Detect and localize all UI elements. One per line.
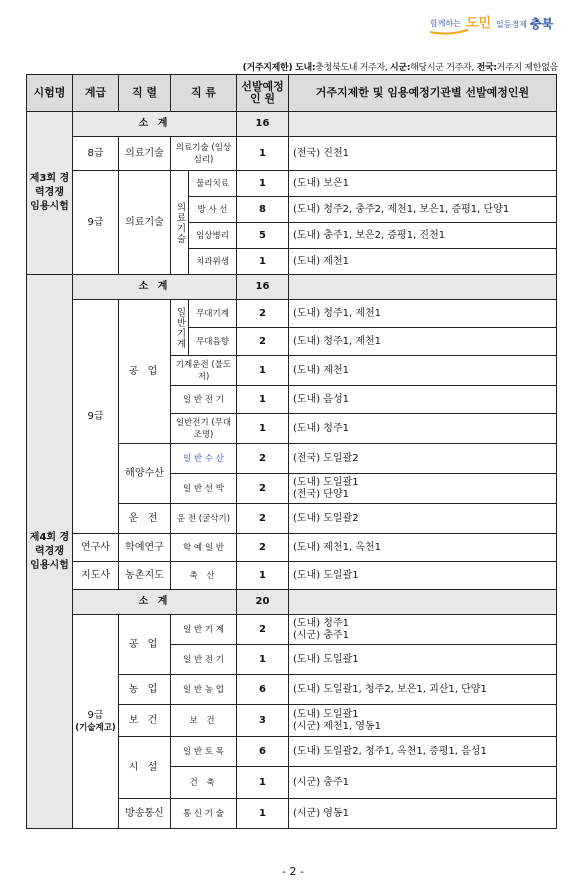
exam4-group-general-mech: 일반기계 <box>171 300 189 356</box>
exam4-detail-agri: (도내) 도일괄1, 청주2, 보은1, 괴산1, 단양1 <box>289 675 557 705</box>
exam3-r1-grade: 8급 <box>73 137 119 171</box>
exam3-kind-lab: 임상병리 <box>189 223 237 249</box>
exam4-kind-gen-elec: 일 반 전 기 <box>171 386 237 414</box>
recruitment-table <box>26 74 557 829</box>
exam4-kind-machine-op: 기계운전 (불도저) <box>171 356 237 386</box>
exam4-subtotal2: 20 <box>237 590 289 615</box>
exam3-r1-count: 1 <box>237 137 289 171</box>
exam3-count-rad: 8 <box>237 197 289 223</box>
exam4-count-stage-audio: 2 <box>237 328 289 356</box>
exam4-kind-ship: 일 반 선 박 <box>171 474 237 504</box>
exam4-count-stage-light: 1 <box>237 414 289 444</box>
exam4-series-guide: 농촌지도 <box>119 562 171 590</box>
exam4-count-ship: 2 <box>237 474 289 504</box>
exam3-detail-dental: (도내) 제천1 <box>289 249 557 275</box>
exam4-detail-arch: (시군) 충주1 <box>289 767 557 799</box>
exam4-subtotal1-label: 소 계 <box>73 275 237 300</box>
chungbuk-slogan-logo <box>428 8 556 38</box>
header-detail: 거주지제한 및 임용예정기관별 선발예정인원 <box>289 75 557 112</box>
exam3-count-dental: 1 <box>237 249 289 275</box>
exam4-count-gen-elec2: 1 <box>237 645 289 675</box>
exam3-r1-detail: (전국) 진천1 <box>289 137 557 171</box>
exam4-series-research: 학예연구 <box>119 534 171 562</box>
exam4-name: 제4회 경력경쟁 임용시험 <box>27 275 73 829</box>
exam4-series-industry: 공 업 <box>119 300 171 444</box>
exam4-kind-drive: 운 전 (굴삭기) <box>171 504 237 534</box>
exam4-grade9-tech: 9급 (기술계고) <box>73 615 119 829</box>
exam3-detail-rad: (도내) 청주2, 충주2, 제천1, 보은1, 증평1, 단양1 <box>289 197 557 223</box>
exam4-count-comm: 1 <box>237 799 289 829</box>
exam4-kind-comm: 통 신 기 술 <box>171 799 237 829</box>
exam4-detail-civil: (도내) 도일괄2, 청주1, 옥천1, 증평1, 음성1 <box>289 737 557 767</box>
exam4-kind-fishery: 일 반 수 산 <box>171 444 237 474</box>
exam4-series-marine: 해양수산 <box>119 444 171 504</box>
exam4-kind-stage-audio: 무대음향 <box>189 328 237 356</box>
exam3-detail-lab: (도내) 충주1, 보은2, 증평1, 진천1 <box>289 223 557 249</box>
exam4-kind-research: 학 예 일 반 <box>171 534 237 562</box>
exam4-count-research: 2 <box>237 534 289 562</box>
exam4-kind-gen-mech: 일 반 기 계 <box>171 615 237 645</box>
exam3-r1-series: 의료기술 <box>119 137 171 171</box>
exam3-kind-rad: 방 사 선 <box>189 197 237 223</box>
exam4-grade9: 9급 <box>73 300 119 534</box>
exam4-count-machine-op: 1 <box>237 356 289 386</box>
exam4-grade-guide: 지도사 <box>73 562 119 590</box>
exam4-detail-comm: (시군) 영동1 <box>289 799 557 829</box>
exam4-detail-ship: (도내) 도일괄1 (전국) 단양1 <box>289 474 557 504</box>
exam4-kind-stage-light: 일반전기 (무대조명) <box>171 414 237 444</box>
exam3-subtotal: 16 <box>237 112 289 137</box>
exam3-grade9: 9급 <box>73 171 119 275</box>
exam3-r1-kind: 의료기술 (임상심리) <box>171 137 237 171</box>
exam4-count-civil: 6 <box>237 737 289 767</box>
residency-legend: (거주지제한) 도내:충청북도내 거주자, 시군:해당시군 거주자, 전국:거주지 제한없음 <box>242 63 558 73</box>
exam4-series-agri: 농 업 <box>119 675 171 705</box>
exam4-count-fishery: 2 <box>237 444 289 474</box>
exam4-detail-fishery: (전국) 도일괄2 <box>289 444 557 474</box>
svg-text:함께하는: 함께하는 <box>430 19 461 28</box>
exam4-count-drive: 2 <box>237 504 289 534</box>
exam4-kind-arch: 건 축 <box>171 767 237 799</box>
page-number: - 2 - <box>282 865 304 878</box>
exam3-kind-pt: 물리치료 <box>189 171 237 197</box>
exam4-count-stage-mech: 2 <box>237 300 289 328</box>
exam4-detail-stage-audio: (도내) 청주1, 제천1 <box>289 328 557 356</box>
exam4-count-agri: 6 <box>237 675 289 705</box>
exam4-count-gen-elec: 1 <box>237 386 289 414</box>
exam4-grade-research: 연구사 <box>73 534 119 562</box>
exam4-subtotal1: 16 <box>237 275 289 300</box>
exam4-detail-research: (도내) 제천1, 옥천1 <box>289 534 557 562</box>
exam4-kind-agri: 일 반 농 업 <box>171 675 237 705</box>
exam4-subtotal2-label: 소 계 <box>73 590 237 615</box>
svg-text:충북: 충북 <box>530 17 554 31</box>
header-exam: 시험명 <box>27 75 73 112</box>
exam4-series-drive: 운 전 <box>119 504 171 534</box>
exam3-subtotal-label: 소 계 <box>73 112 237 137</box>
header-count: 선발예정 인 원 <box>237 75 289 112</box>
exam3-kind-dental: 치과위생 <box>189 249 237 275</box>
exam4-kind-stage-mech: 무대기계 <box>189 300 237 328</box>
exam4-detail-gen-mech: (도내) 청주1 (시군) 충주1 <box>289 615 557 645</box>
exam3-series9: 의료기술 <box>119 171 171 275</box>
exam4-series-facility: 시 설 <box>119 737 171 799</box>
exam4-detail-gen-elec2: (도내) 도일괄1 <box>289 645 557 675</box>
exam3-detail-pt: (도내) 보은1 <box>289 171 557 197</box>
exam4-count-health: 3 <box>237 705 289 737</box>
exam4-series-industry2: 공 업 <box>119 615 171 675</box>
exam3-name: 제3회 경력경쟁 임용시험 <box>27 112 73 275</box>
svg-text:도민: 도민 <box>466 16 492 31</box>
header-kind: 직 류 <box>171 75 237 112</box>
exam4-series-broadcast: 방송통신 <box>119 799 171 829</box>
svg-text:일등경제: 일등경제 <box>496 20 527 29</box>
exam3-count-pt: 1 <box>237 171 289 197</box>
exam4-count-guide: 1 <box>237 562 289 590</box>
exam4-series-health: 보 건 <box>119 705 171 737</box>
exam4-detail-machine-op: (도내) 제천1 <box>289 356 557 386</box>
exam4-kind-health: 보 건 <box>171 705 237 737</box>
exam3-group-medical: 의료기술 <box>171 171 189 275</box>
exam4-detail-drive: (도내) 도일괄2 <box>289 504 557 534</box>
exam4-count-gen-mech: 2 <box>237 615 289 645</box>
exam4-detail-stage-light: (도내) 청주1 <box>289 414 557 444</box>
header-series: 직 렬 <box>119 75 171 112</box>
exam4-detail-gen-elec: (도내) 음성1 <box>289 386 557 414</box>
exam4-kind-guide: 축 산 <box>171 562 237 590</box>
exam4-kind-gen-elec2: 일 반 전 기 <box>171 645 237 675</box>
exam4-detail-guide: (도내) 도일괄1 <box>289 562 557 590</box>
exam3-count-lab: 5 <box>237 223 289 249</box>
exam4-detail-health: (도내) 도일괄1 (시군) 제천1, 영동1 <box>289 705 557 737</box>
exam4-count-arch: 1 <box>237 767 289 799</box>
exam4-detail-stage-mech: (도내) 청주1, 제천1 <box>289 300 557 328</box>
header-grade: 계급 <box>73 75 119 112</box>
exam4-kind-civil: 일 반 토 목 <box>171 737 237 767</box>
